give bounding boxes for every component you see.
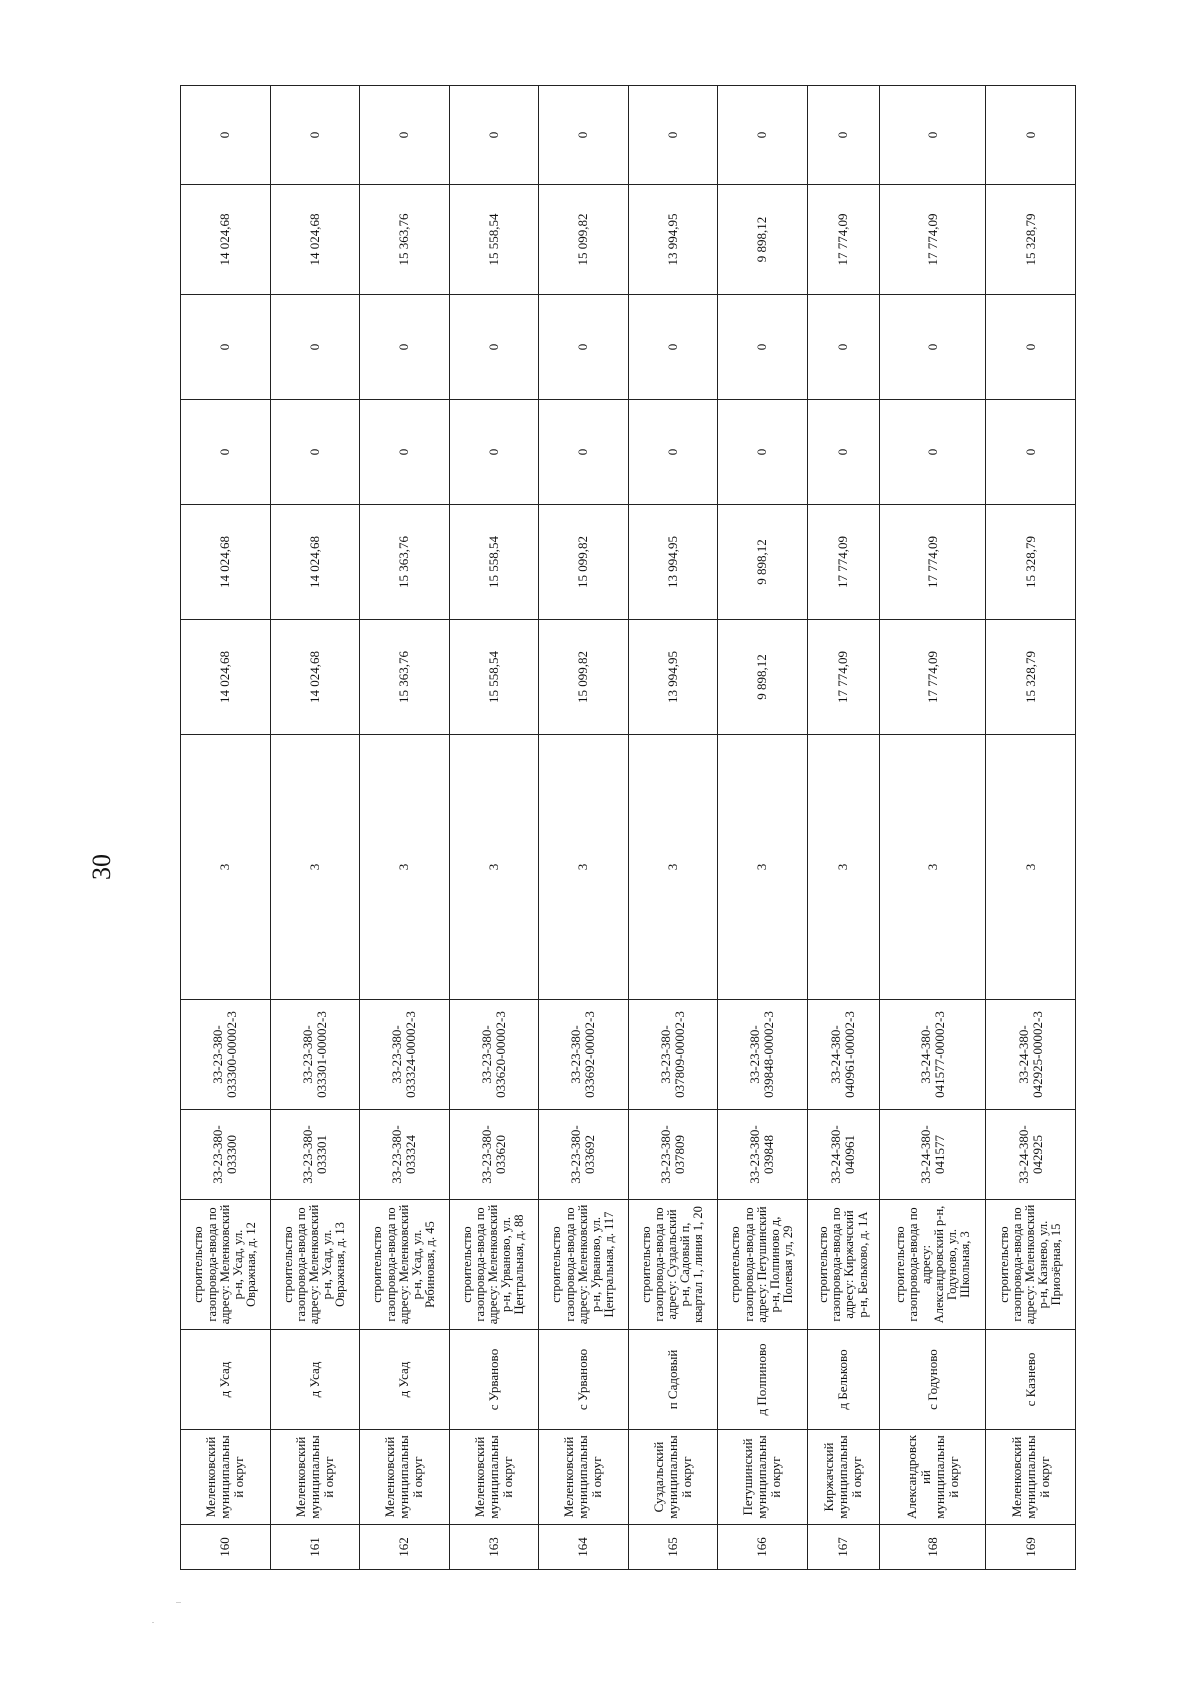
- cell-object-description: строительство газопровода-ввода по адресу: Меленковский р-н, Урваново, ул. Центральная, д. 117: [539, 1200, 629, 1330]
- register-table-area: [180, 86, 1076, 1570]
- cell-object-code: 33-23-380-037809: [628, 1110, 718, 1200]
- cell-object-description: строительство газопровода-ввода по адресу: Меленковский р-н, Усад, ул. Овражная, д. 12: [181, 1200, 271, 1330]
- cell-amount-6: 0: [986, 86, 1076, 185]
- cell-district: Меленковский муниципальный округ: [986, 1430, 1076, 1525]
- table-row: [628, 86, 718, 1570]
- cell-row-number: 167: [807, 1525, 880, 1570]
- cell-amount-6: 0: [628, 86, 718, 185]
- cell-category: 3: [449, 735, 539, 1000]
- table-row: [181, 86, 271, 1570]
- cell-amount-6: 0: [270, 86, 360, 185]
- cell-object-description: строительство газопровода-ввода по адресу: Суздальский р-н, Садовый п, квартал 1, линия 1, 20: [628, 1200, 718, 1330]
- cell-settlement: д Усад: [360, 1330, 450, 1430]
- cell-amount-6: 0: [360, 86, 450, 185]
- cell-row-number: 168: [880, 1525, 986, 1570]
- cell-category: 3: [539, 735, 629, 1000]
- cell-amount-6: 0: [880, 86, 986, 185]
- table-row: [270, 86, 360, 1570]
- cell-amount-6: 0: [718, 86, 808, 185]
- cell-row-number: 166: [718, 1525, 808, 1570]
- cell-amount-6: 0: [807, 86, 880, 185]
- cell-district: Александровский муниципальный округ: [880, 1430, 986, 1525]
- cell-object-code: 33-23-380-033324: [360, 1110, 450, 1200]
- cell-amount-total: 9 898,12: [718, 620, 808, 735]
- cell-settlement: с Казнево: [986, 1330, 1076, 1430]
- cell-amount-4: 0: [718, 295, 808, 400]
- cell-object-code: 33-23-380-033692: [539, 1110, 629, 1200]
- cell-amount-3: 0: [807, 400, 880, 505]
- cell-district: Суздальский муниципальный округ: [628, 1430, 718, 1525]
- table-row: [718, 86, 808, 1570]
- table-row: [449, 86, 539, 1570]
- table-row: [986, 86, 1076, 1570]
- cell-amount-3: 0: [718, 400, 808, 505]
- cell-settlement: с Годуново: [880, 1330, 986, 1430]
- cell-amount-4: 0: [449, 295, 539, 400]
- cell-amount-total: 13 994,95: [628, 620, 718, 735]
- cell-object-description: строительство газопровода-ввода по адресу: Меленковский р-н, Казнево, ул. Приозёрная, 15: [986, 1200, 1076, 1330]
- cell-district: Меленковский муниципальный округ: [270, 1430, 360, 1525]
- cell-district: Меленковский муниципальный округ: [449, 1430, 539, 1525]
- cell-amount-2: 13 994,95: [628, 505, 718, 620]
- cell-amount-2: 15 099,82: [539, 505, 629, 620]
- table-row: [807, 86, 880, 1570]
- cell-amount-total: 17 774,09: [807, 620, 880, 735]
- cell-object-full-code: 33-24-380-042925-00002-3: [986, 1000, 1076, 1110]
- cell-amount-4: 0: [807, 295, 880, 400]
- cell-amount-3: 0: [449, 400, 539, 505]
- cell-amount-4: 0: [270, 295, 360, 400]
- cell-object-code: 33-23-380-033301: [270, 1110, 360, 1200]
- cell-category: 3: [807, 735, 880, 1000]
- cell-amount-4: 0: [360, 295, 450, 400]
- cell-amount-6: 0: [449, 86, 539, 185]
- cell-object-code: 33-24-380-042925: [986, 1110, 1076, 1200]
- table-row: [880, 86, 986, 1570]
- cell-object-code: 33-24-380-041577: [880, 1110, 986, 1200]
- cell-object-code: 33-23-380-033620: [449, 1110, 539, 1200]
- cell-amount-3: 0: [181, 400, 271, 505]
- cell-category: 3: [270, 735, 360, 1000]
- cell-amount-total: 15 099,82: [539, 620, 629, 735]
- cell-amount-2: 15 363,76: [360, 505, 450, 620]
- page-number: 30: [87, 854, 116, 880]
- cell-amount-total: 14 024,68: [181, 620, 271, 735]
- table-body: [181, 86, 1076, 1570]
- cell-amount-3: 0: [360, 400, 450, 505]
- cell-object-full-code: 33-23-380-039848-00002-3: [718, 1000, 808, 1110]
- cell-amount-5: 17 774,09: [807, 185, 880, 295]
- cell-settlement: с Урвановo: [449, 1330, 539, 1430]
- cell-amount-5: 15 328,79: [986, 185, 1076, 295]
- cell-object-full-code: 33-24-380-040961-00002-3: [807, 1000, 880, 1110]
- cell-object-description: строительство газопровода-ввода по адресу: Меленковский р-н, Усад, ул. Рябиновая, д. 45: [360, 1200, 450, 1330]
- cell-object-full-code: 33-23-380-033692-00002-3: [539, 1000, 629, 1110]
- cell-object-code: 33-23-380-039848: [718, 1110, 808, 1200]
- cell-district: Петушинский муниципальный округ: [718, 1430, 808, 1525]
- cell-settlement: с Урваново: [539, 1330, 629, 1430]
- cell-row-number: 161: [270, 1525, 360, 1570]
- cell-amount-total: 15 363,76: [360, 620, 450, 735]
- cell-amount-4: 0: [986, 295, 1076, 400]
- cell-object-description: строительство газопровода-ввода по адресу: Меленковский р-н, Усад, ул. Овражная, д. 13: [270, 1200, 360, 1330]
- cell-object-description: строительство газопровода-ввода по адресу: Меленковский р-н, Урваново, ул. Центральная, д. 88: [449, 1200, 539, 1330]
- cell-object-description: строительство газопровода-ввода по адресу: Александровский р-н, Годуново, ул. Школьная, 3: [880, 1200, 986, 1330]
- cell-settlement: д Усад: [181, 1330, 271, 1430]
- cell-amount-5: 15 099,82: [539, 185, 629, 295]
- cell-amount-4: 0: [880, 295, 986, 400]
- cell-row-number: 169: [986, 1525, 1076, 1570]
- register-table: [180, 85, 1076, 1570]
- cell-amount-2: 9 898,12: [718, 505, 808, 620]
- cell-object-full-code: 33-24-380-041577-00002-3: [880, 1000, 986, 1110]
- cell-amount-2: 17 774,09: [880, 505, 986, 620]
- cell-category: 3: [628, 735, 718, 1000]
- cell-amount-6: 0: [181, 86, 271, 185]
- cell-object-full-code: 33-23-380-037809-00002-3: [628, 1000, 718, 1110]
- cell-row-number: 164: [539, 1525, 629, 1570]
- scan-artifact: [152, 1622, 154, 1623]
- cell-settlement: д Бельково: [807, 1330, 880, 1430]
- cell-settlement: д Усад: [270, 1330, 360, 1430]
- cell-district: Меленковский муниципальный округ: [360, 1430, 450, 1525]
- cell-amount-total: 15 328,79: [986, 620, 1076, 735]
- cell-amount-3: 0: [270, 400, 360, 505]
- cell-settlement: п Садовый: [628, 1330, 718, 1430]
- rotated-table-container: [180, 86, 1076, 1570]
- cell-amount-5: 15 558,54: [449, 185, 539, 295]
- cell-amount-5: 14 024,68: [270, 185, 360, 295]
- cell-district: Меленковский муниципальный округ: [539, 1430, 629, 1525]
- cell-amount-3: 0: [880, 400, 986, 505]
- cell-category: 3: [986, 735, 1076, 1000]
- cell-amount-2: 14 024,68: [270, 505, 360, 620]
- cell-object-full-code: 33-23-380-033301-00002-3: [270, 1000, 360, 1110]
- table-row: [539, 86, 629, 1570]
- cell-amount-4: 0: [181, 295, 271, 400]
- cell-district: Меленковский муниципальный округ: [181, 1430, 271, 1525]
- cell-amount-5: 15 363,76: [360, 185, 450, 295]
- cell-amount-4: 0: [628, 295, 718, 400]
- cell-object-full-code: 33-23-380-033300-00002-3: [181, 1000, 271, 1110]
- cell-amount-3: 0: [539, 400, 629, 505]
- cell-row-number: 160: [181, 1525, 271, 1570]
- cell-object-description: строительство газопровода-ввода по адресу: Петушинский р-н, Полпиново д, Полевая ул, 29: [718, 1200, 808, 1330]
- cell-amount-2: 15 328,79: [986, 505, 1076, 620]
- cell-amount-2: 14 024,68: [181, 505, 271, 620]
- cell-category: 3: [360, 735, 450, 1000]
- cell-category: 3: [181, 735, 271, 1000]
- table-row: [360, 86, 450, 1570]
- cell-object-full-code: 33-23-380-033324-00002-3: [360, 1000, 450, 1110]
- cell-amount-5: 17 774,09: [880, 185, 986, 295]
- cell-amount-total: 14 024,68: [270, 620, 360, 735]
- cell-row-number: 162: [360, 1525, 450, 1570]
- cell-amount-total: 15 558,54: [449, 620, 539, 735]
- cell-amount-2: 15 558,54: [449, 505, 539, 620]
- cell-amount-5: 14 024,68: [181, 185, 271, 295]
- cell-category: 3: [880, 735, 986, 1000]
- cell-row-number: 165: [628, 1525, 718, 1570]
- cell-amount-6: 0: [539, 86, 629, 185]
- cell-object-code: 33-24-380-040961: [807, 1110, 880, 1200]
- cell-amount-5: 9 898,12: [718, 185, 808, 295]
- scan-artifact: [176, 1602, 181, 1603]
- cell-object-description: строительство газопровода-ввода по адресу: Киржачский р-н, Бельково, д. 1А: [807, 1200, 880, 1330]
- cell-amount-3: 0: [628, 400, 718, 505]
- cell-amount-total: 17 774,09: [880, 620, 986, 735]
- cell-category: 3: [718, 735, 808, 1000]
- cell-amount-4: 0: [539, 295, 629, 400]
- cell-object-code: 33-23-380-033300: [181, 1110, 271, 1200]
- cell-amount-5: 13 994,95: [628, 185, 718, 295]
- cell-settlement: д Полпиново: [718, 1330, 808, 1430]
- cell-amount-2: 17 774,09: [807, 505, 880, 620]
- cell-object-full-code: 33-23-380-033620-00002-3: [449, 1000, 539, 1110]
- cell-row-number: 163: [449, 1525, 539, 1570]
- cell-amount-3: 0: [986, 400, 1076, 505]
- cell-district: Киржачский муниципальный округ: [807, 1430, 880, 1525]
